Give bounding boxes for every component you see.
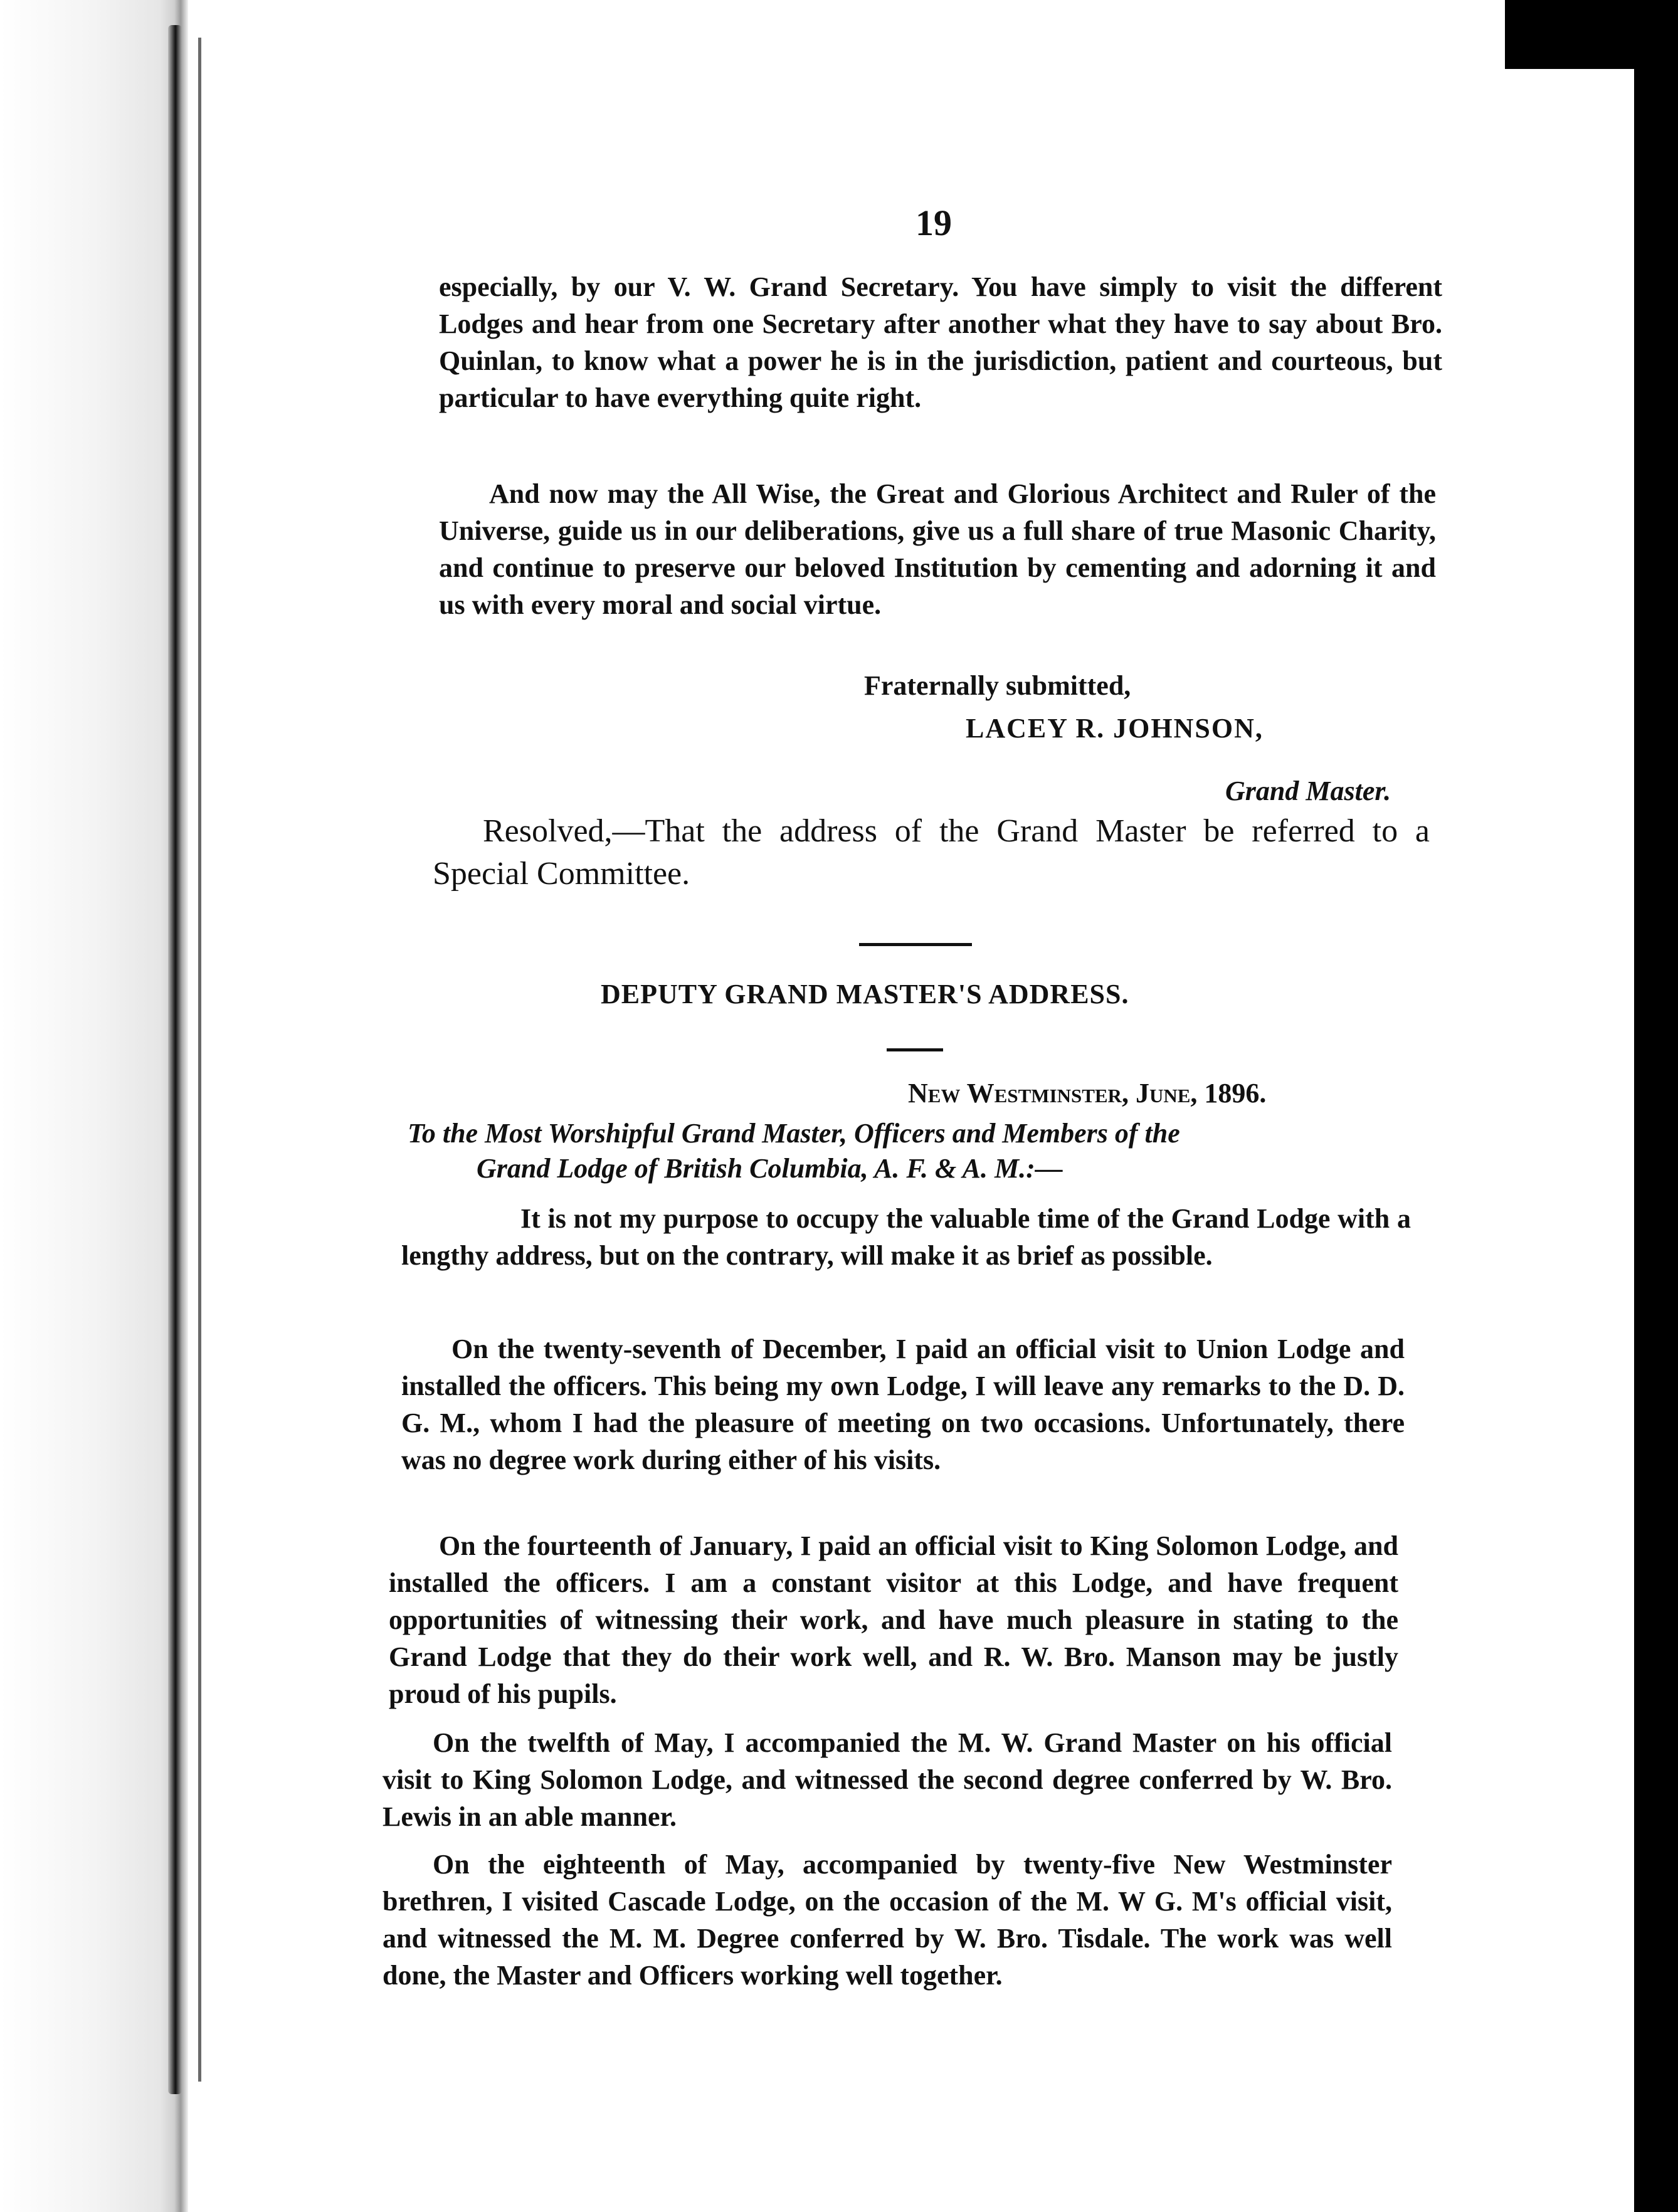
- book-spine-edge: [168, 25, 182, 2094]
- paragraph-secretary: especially, by our V. W. Grand Secretary. You have simply to visit the different Lodges and hear from one Secretary after another what they have to say about Bro. Quinlan, to know what a power he is in the jurisdiction, patient and courteous, but particular to have everything quite right.: [439, 271, 1442, 413]
- paragraph-twelfth-may: On the twelfth of May, I accompanied the M. W. Grand Master on his official visit to King Solomon Lodge, and witnessed the second degree conferred by W. Bro. Lewis in an able manner.: [383, 1727, 1392, 1832]
- section-rule-bottom: [887, 1048, 943, 1051]
- dateline: New Westminster, June, 1896.: [908, 1078, 1267, 1109]
- paragraph-closing-prayer: And now may the All Wise, the Great and Glorious Architect and Ruler of the Universe, guide us in our deliberations, give us a full share of true Masonic Charity, and continue to preserve our beloved Institution by cementing and adorning it and us with every moral and social virtue.: [439, 478, 1436, 620]
- salutation-line-2: Grand Lodge of British Columbia, A. F. & A. M.:—: [477, 1153, 1063, 1184]
- binding-gutter: [0, 0, 188, 2212]
- page-edge-line: [198, 38, 201, 2082]
- signer-name: LACEY R. JOHNSON,: [966, 713, 1264, 744]
- signer-title: Grand Master.: [1225, 776, 1391, 806]
- section-heading: DEPUTY GRAND MASTER'S ADDRESS.: [601, 979, 1129, 1009]
- paragraph-union-lodge: On the twenty-seventh of December, I paid an official visit to Union Lodge and installed the officers. This being my own Lodge, I will leave any remarks to the D. D. G. M., whom I had the pleasure of meeting on two occasions. Unfortunately, there was no degree work during either of his visits.: [401, 1334, 1405, 1475]
- salutation-line-1: To the Most Worshipful Grand Master, Officers and Members of the: [408, 1118, 1180, 1149]
- page-number: 19: [916, 203, 952, 243]
- section-rule-top: [859, 943, 972, 946]
- closing-line: Fraternally submitted,: [864, 670, 1131, 701]
- paragraph-cascade-lodge: On the eighteenth of May, accompanied by twenty-five New Westminster brethren, I visited Cascade Lodge, on the occasion of the M. W G. M's official visit, and witnessed the M. M. Degree conferred by W. Bro. Tisdale. The work was well done, the Master and Officers working well together.: [383, 1849, 1392, 1991]
- paragraph-king-solomon: On the fourteenth of January, I paid an official visit to King Solomon Lodge, and installed the officers. I am a constant visitor at this Lodge, and have frequent opportunities of witnessing their work, and have much pleasure in stating to the Grand Lodge that they do their work well, and R. W. Bro. Manson may be justly proud of his pupils.: [389, 1530, 1398, 1709]
- scan-border-right: [1634, 0, 1678, 2212]
- resolution-paragraph: Resolved,—That the address of the Grand Master be referred to a Special Committee.: [433, 813, 1430, 892]
- paragraph-purpose: It is not my purpose to occupy the valuable time of the Grand Lodge with a lengthy address, but on the contrary, will make it as brief as possible.: [401, 1203, 1411, 1271]
